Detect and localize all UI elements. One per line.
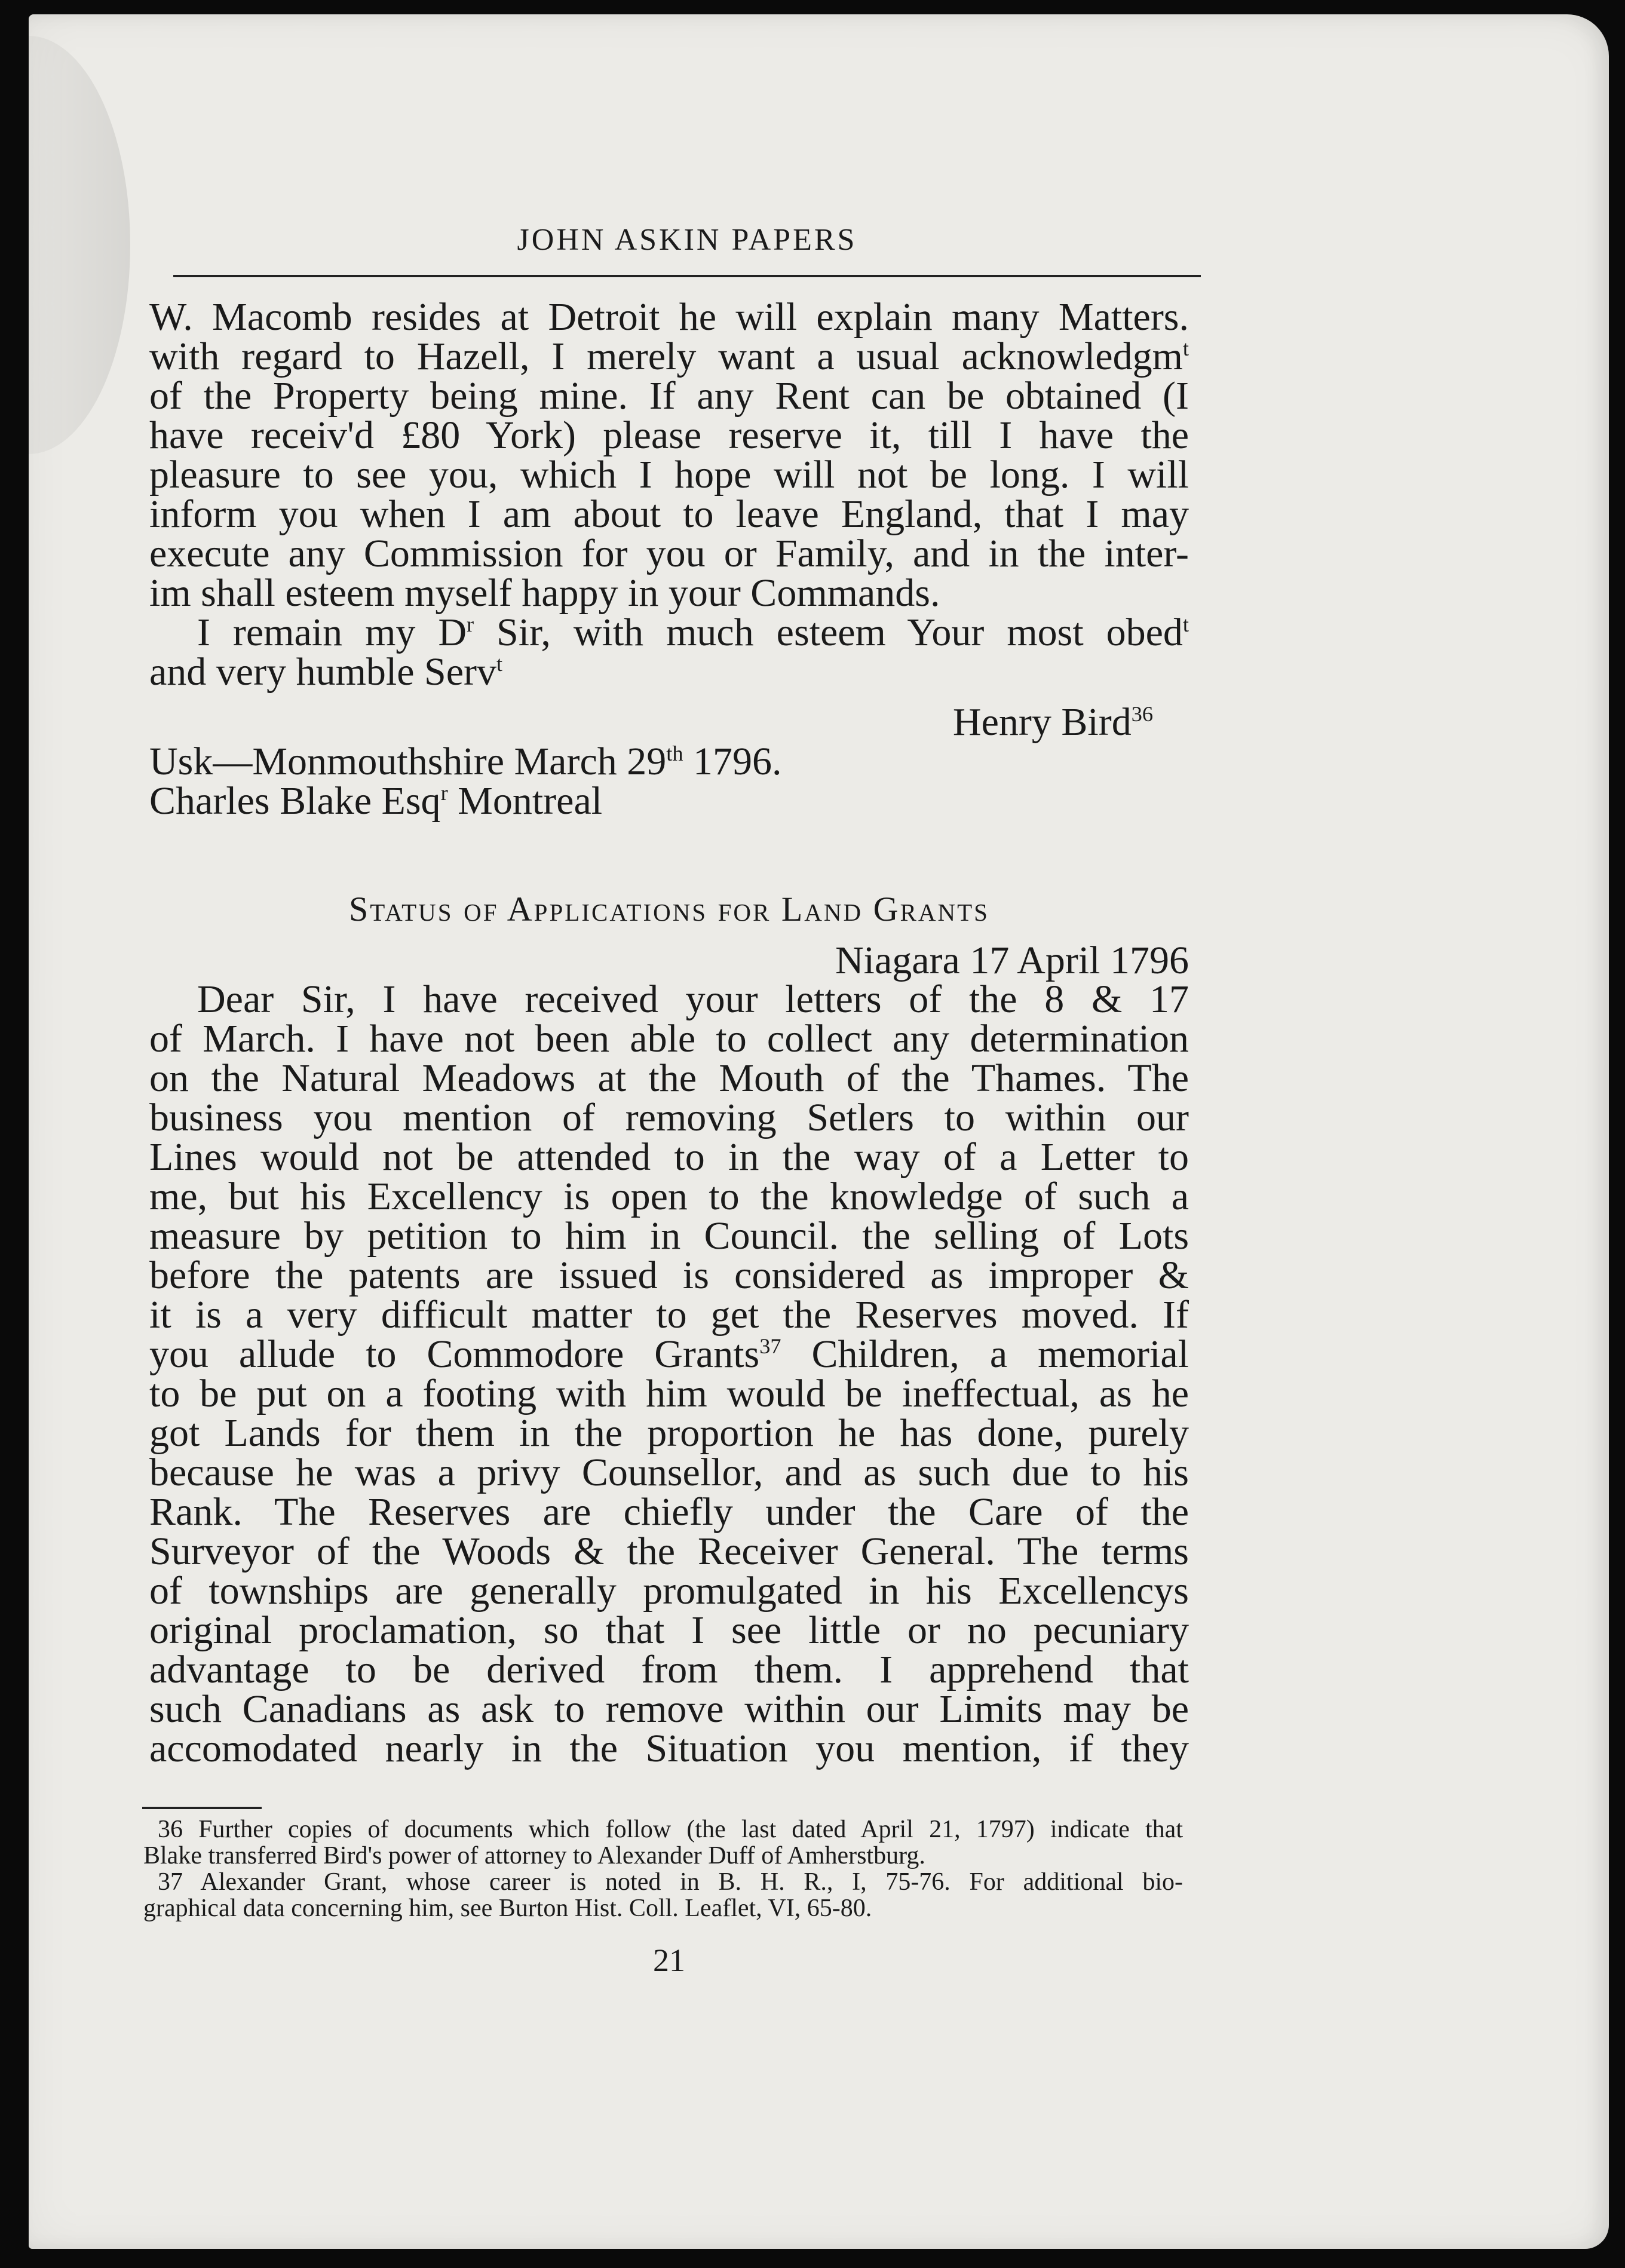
text-line: execute any Commission for you or Family, and in the inter-: [149, 532, 1189, 575]
text-line: of March. I have not been able to collect any determination: [149, 1017, 1189, 1061]
text-line: to be put on a footing with him would be ineffectual, as he: [149, 1372, 1189, 1415]
text-line: it is a very difficult matter to get the Reserves moved. If: [149, 1293, 1189, 1337]
text-line: Dear Sir, I have received your letters of the 8 & 17: [197, 977, 1189, 1021]
footnote-line: 37 Alexander Grant, whose career is noted in B. H. R., I, 75-76. For additional bio-: [158, 1868, 1183, 1896]
text-line: have receiv'd £80 York) please reserve it, till I have the: [149, 413, 1189, 457]
text-line: pleasure to see you, which I hope will not be long. I will: [149, 453, 1189, 496]
text-line: W. Macomb resides at Detroit he will explain many Matters.: [149, 295, 1189, 339]
closing-line: I remain my $D^r$ Sir, with much esteem Your most obed$^t$: [197, 611, 1189, 654]
running-head: JOHN ASKIN PAPERS: [517, 223, 857, 257]
footnote-rule: [142, 1807, 262, 1809]
text-line: original proclamation, so that I see little or no pecuniary: [149, 1608, 1189, 1652]
text-line: business you mention of removing Setlers to within our: [149, 1096, 1189, 1139]
footnote-line: graphical data concerning him, see Burton Hist. Coll. Leaflet, VI, 65-80.: [143, 1895, 872, 1922]
text-line: me, but his Excellency is open to the knowledge of such a: [149, 1175, 1189, 1218]
closing-line: and very humble Serv$^t$: [149, 650, 503, 694]
text-line: Rank. The Reserves are chiefly under the Care of the: [149, 1490, 1189, 1534]
section-title: Status of Applications for Land Grants: [349, 890, 989, 928]
text-line: Surveyor of the Woods & the Receiver General. The terms: [149, 1530, 1189, 1573]
dateline: Niagara 17 April 1796: [835, 939, 1189, 982]
signature: Henry Bird$^{36}$: [952, 700, 1153, 744]
text-line: advantage to be derived from them. I apprehend that: [149, 1648, 1189, 1691]
text-line: accomodated nearly in the Situation you mention, if they: [149, 1727, 1189, 1770]
footnote-line: Blake transferred Bird's power of attorney to Alexander Duff of Amherstburg.: [143, 1842, 925, 1869]
text-line: Lines would not be attended to in the way of a Letter to: [149, 1135, 1189, 1179]
text-line: because he was a privy Counsellor, and as such due to his: [149, 1451, 1189, 1494]
header-rule: [173, 275, 1201, 277]
letter-niagara-body: [149, 977, 1189, 1770]
page-number: 21: [653, 1942, 685, 1978]
text-line: before the patents are issued is considered as improper &: [149, 1253, 1189, 1297]
text-line: im shall esteem myself happy in your Commands.: [149, 571, 940, 615]
text-line: you allude to Commodore Grants$^{37}$ Children, a memorial: [149, 1332, 1189, 1376]
text-line: got Lands for them in the proportion he has done, purely: [149, 1411, 1189, 1455]
place-date: Usk—Monmouthshire March 29th 1796.: [149, 740, 782, 783]
addressee: Charles Blake Esq$^r$ Montreal: [149, 779, 603, 823]
letter-bird-body: [149, 295, 1189, 823]
footnote-line: 36 Further copies of documents which follow (the last dated April 21, 1797) indicate that: [158, 1816, 1183, 1843]
text-line: measure by petition to him in Council. the selling of Lots: [149, 1214, 1189, 1258]
text-line: of the Property being mine. If any Rent can be obtained (I: [149, 374, 1189, 418]
text-line: inform you when I am about to leave England, that I may: [149, 492, 1189, 536]
text-line: with regard to Hazell, I merely want a usual acknowledgm$^t$: [149, 335, 1189, 378]
text-line: such Canadians as ask to remove within our Limits may be: [149, 1687, 1189, 1731]
text-line: of townships are generally promulgated in his Excellencys: [149, 1569, 1189, 1613]
text-line: on the Natural Meadows at the Mouth of the Thames. The: [149, 1056, 1189, 1100]
footnotes: [143, 1816, 1183, 1921]
